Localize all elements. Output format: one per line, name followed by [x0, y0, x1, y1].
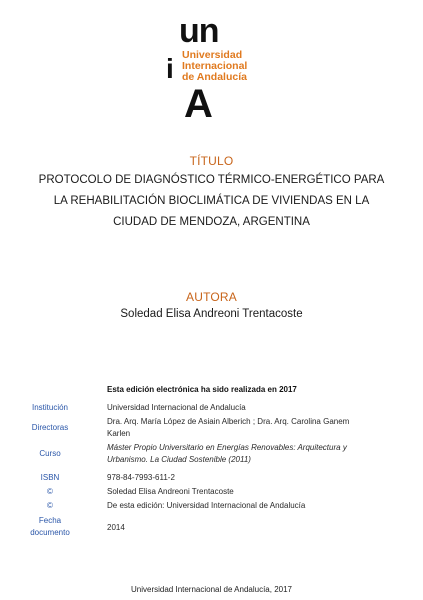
copyright-label-1: ©	[47, 487, 53, 496]
directoras-line-2: Karlen	[107, 429, 131, 438]
fecha-value: 2014	[107, 523, 125, 532]
institucion-value: Universidad Internacional de Andalucía	[107, 403, 246, 412]
author-name: Soledad Elisa Andreoni Trentacoste	[120, 308, 303, 320]
document-title	[0, 170, 423, 233]
directoras-value	[107, 416, 407, 440]
fecha-label-line-2: documento	[30, 528, 70, 537]
isbn-value: 978-84-7993-611-2	[107, 473, 175, 482]
copyright-value-1: Soledad Elisa Andreoni Trentacoste	[107, 487, 234, 496]
logo-i-letter: i	[166, 53, 174, 84]
curso-value	[107, 442, 407, 466]
institucion-label: Institución	[31, 403, 69, 412]
title-line-1: PROTOCOLO DE DIAGNÓSTICO TÉRMICO-ENERGÉTICO PARA	[38, 174, 385, 186]
logo-un-letters: un	[179, 12, 219, 50]
logo-name-line1: Universidad	[182, 49, 243, 61]
title-line-3: CIUDAD DE MENDOZA, ARGENTINA	[113, 216, 310, 228]
curso-line-1: Máster Propio Universitario en Energías Renovables: Arquitectura y	[107, 443, 347, 452]
fecha-label-line-1: Fecha	[38, 516, 62, 525]
autora-label: AUTORA	[186, 290, 237, 304]
edition-note: Esta edición electrónica ha sido realizada en 2017	[107, 385, 297, 394]
page-footer: Universidad Internacional de Andalucía, 2017	[131, 585, 292, 594]
logo-name-line3: de Andalucía	[182, 71, 247, 83]
copyright-label-2: ©	[47, 501, 53, 510]
isbn-label: ISBN	[40, 473, 60, 482]
directoras-label: Directoras	[31, 423, 69, 432]
titulo-label: TÍTULO	[189, 154, 234, 168]
curso-label: Curso	[39, 449, 61, 458]
logo-name-line2: Internacional	[182, 60, 248, 72]
directoras-line-1: Dra. Arq. María López de Asiain Alberich ; Dra. Arq. Carolina Ganem	[107, 417, 350, 426]
logo-university-name	[182, 50, 247, 83]
copyright-value-2: De esta edición: Universidad Internacional de Andalucía	[107, 501, 306, 510]
title-line-2: LA REHABILITACIÓN BIOCLIMÁTICA DE VIVIENDAS EN LA	[53, 195, 370, 207]
fecha-label	[0, 515, 100, 539]
curso-line-2: Urbanismo. La Ciudad Sostenible (2011)	[107, 455, 251, 464]
logo-A-letter: A	[184, 82, 213, 126]
